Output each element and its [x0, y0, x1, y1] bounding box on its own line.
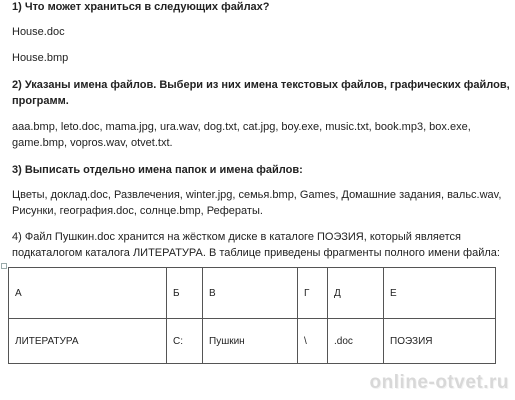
- question-2-title-cont: программ.: [12, 95, 69, 107]
- question-4-text: 4) Файл Пушкин.doc хранится на жёстком диске в каталоге ПОЭЗИЯ, который является: [12, 231, 461, 243]
- table-cell: Пушкин: [203, 319, 298, 364]
- table-cell: С:: [167, 319, 203, 364]
- file-name: House.doc: [12, 26, 65, 38]
- folder-file-list-cont: Рисунки, география.doc, солнце.bmp, Рефераты.: [12, 205, 263, 217]
- table-header-cell: А: [9, 268, 167, 319]
- question-2-title: 2) Указаны имена файлов. Выбери из них имена текстовых файлов, графических файлов,: [12, 79, 510, 91]
- folder-file-list: Цветы, доклад.doc, Развлечения, winter.jpg, семья.bmp, Games, Домашние задания, вальс.wav,: [12, 189, 502, 201]
- table-header-cell: Б: [167, 268, 203, 319]
- file-list: aaa.bmp, leto.doc, mama.jpg, ura.wav, dog.txt, cat.jpg, boy.exe, music.txt, book.mp3, box.exe,: [12, 121, 471, 133]
- question-3-title: 3) Выписать отдельно имена папок и имена файлов:: [12, 164, 303, 176]
- file-list-cont: game.bmp, vopros.wav, otvet.txt.: [12, 137, 173, 149]
- file-name: House.bmp: [12, 52, 69, 64]
- table-header-row: [9, 268, 496, 319]
- table-header-cell: В: [203, 268, 298, 319]
- question-1-title: 1) Что может храниться в следующих файлах?: [12, 1, 270, 13]
- table-row: [9, 319, 496, 364]
- table-header-cell: Д: [328, 268, 384, 319]
- table-cell: ЛИТЕРАТУРА: [9, 319, 167, 364]
- table-cell: .doc: [328, 319, 384, 364]
- table-cell: ПОЭЗИЯ: [384, 319, 496, 364]
- table-header-cell: Е: [384, 268, 496, 319]
- question-4-text-cont: подкаталогом каталога ЛИТЕРАТУРА. В таблице приведены фрагменты полного имени файла:: [12, 247, 500, 259]
- table-cell: \: [298, 319, 328, 364]
- path-fragments-table: [8, 267, 496, 364]
- table-header-cell: Г: [298, 268, 328, 319]
- site-watermark: online-otvet.ru: [369, 372, 509, 393]
- table-move-handle-icon[interactable]: [1, 263, 7, 269]
